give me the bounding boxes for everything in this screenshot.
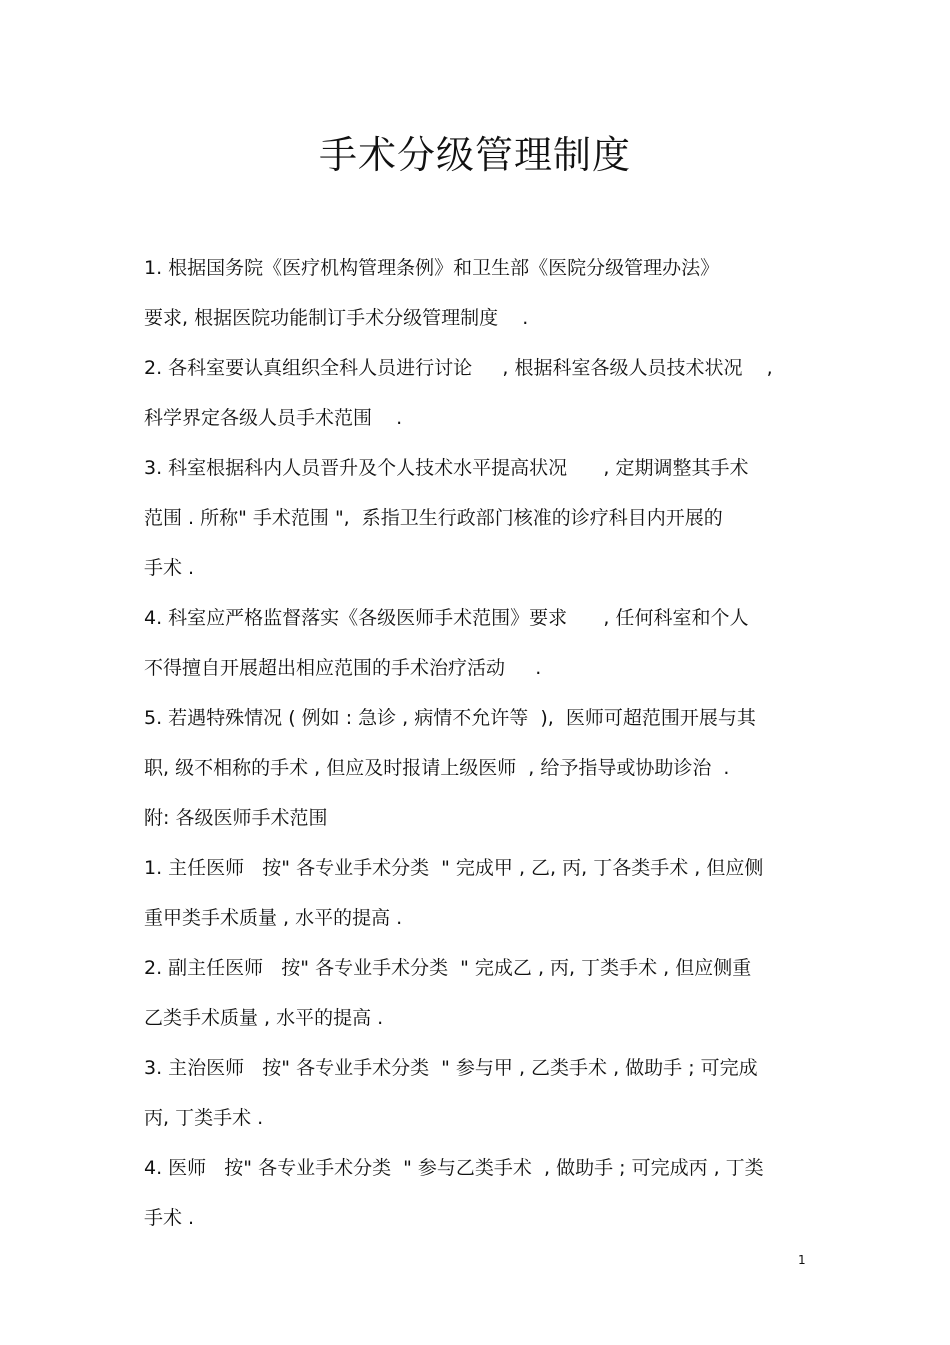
text-line: 3. 主治医师 按" 各专业手术分类 " 参与甲 , 乙类手术 , 做助手 ; 可完成 [144, 1057, 758, 1079]
text-line: 丙, 丁类手术 . [144, 1107, 264, 1129]
text-line: 不得擅自开展超出相应范围的手术治疗活动 . [144, 657, 542, 679]
text-line: 5. 若遇特殊情况 ( 例如 : 急诊 , 病情不允许等 ), 医师可超范围开展与其 [144, 707, 756, 729]
text-line: 职, 级不相称的手术 , 但应及时报请上级医师 , 给予指导或协助诊治 . [144, 757, 730, 779]
text-line: 1. 主任医师 按" 各专业手术分类 " 完成甲 , 乙, 丙, 丁各类手术 , 但应侧 [144, 857, 764, 879]
text-line: 2. 副主任医师 按" 各专业手术分类 " 完成乙 , 丙, 丁类手术 , 但应侧重 [144, 957, 752, 979]
text-line: 4. 医师 按" 各专业手术分类 " 参与乙类手术 , 做助手 ; 可完成丙 , 丁类 [144, 1157, 764, 1179]
text-line: 1. 根据国务院《医疗机构管理条例》和卫生部《医院分级管理办法》 [144, 257, 720, 279]
text-line: 4. 科室应严格监督落实《各级医师手术范围》要求 , 任何科室和个人 [144, 607, 749, 629]
text-line: 科学界定各级人员手术范围 . [144, 407, 403, 429]
text-line: 重甲类手术质量 , 水平的提高 . [144, 907, 403, 929]
text-line: 3. 科室根据科内人员晋升及个人技术水平提高状况 , 定期调整其手术 [144, 457, 749, 479]
document-title: 手术分级管理制度 [318, 133, 631, 177]
text-line: 2. 各科室要认真组织全科人员进行讨论 , 根据科室各级人员技术状况 , [144, 357, 773, 379]
appendix-heading: 附: 各级医师手术范围 [144, 807, 328, 829]
document-body [144, 243, 824, 1243]
text-line: 要求, 根据医院功能制订手术分级管理制度 . [144, 307, 529, 329]
text-line: 手术 . [144, 1207, 195, 1229]
text-line: 范围 . 所称" 手术范围 ", 系指卫生行政部门核准的诊疗科目内开展的 [144, 507, 723, 529]
page-number: 1 [798, 1253, 806, 1267]
text-line: 手术 . [144, 557, 195, 579]
text-line: 乙类手术质量 , 水平的提高 . [144, 1007, 384, 1029]
